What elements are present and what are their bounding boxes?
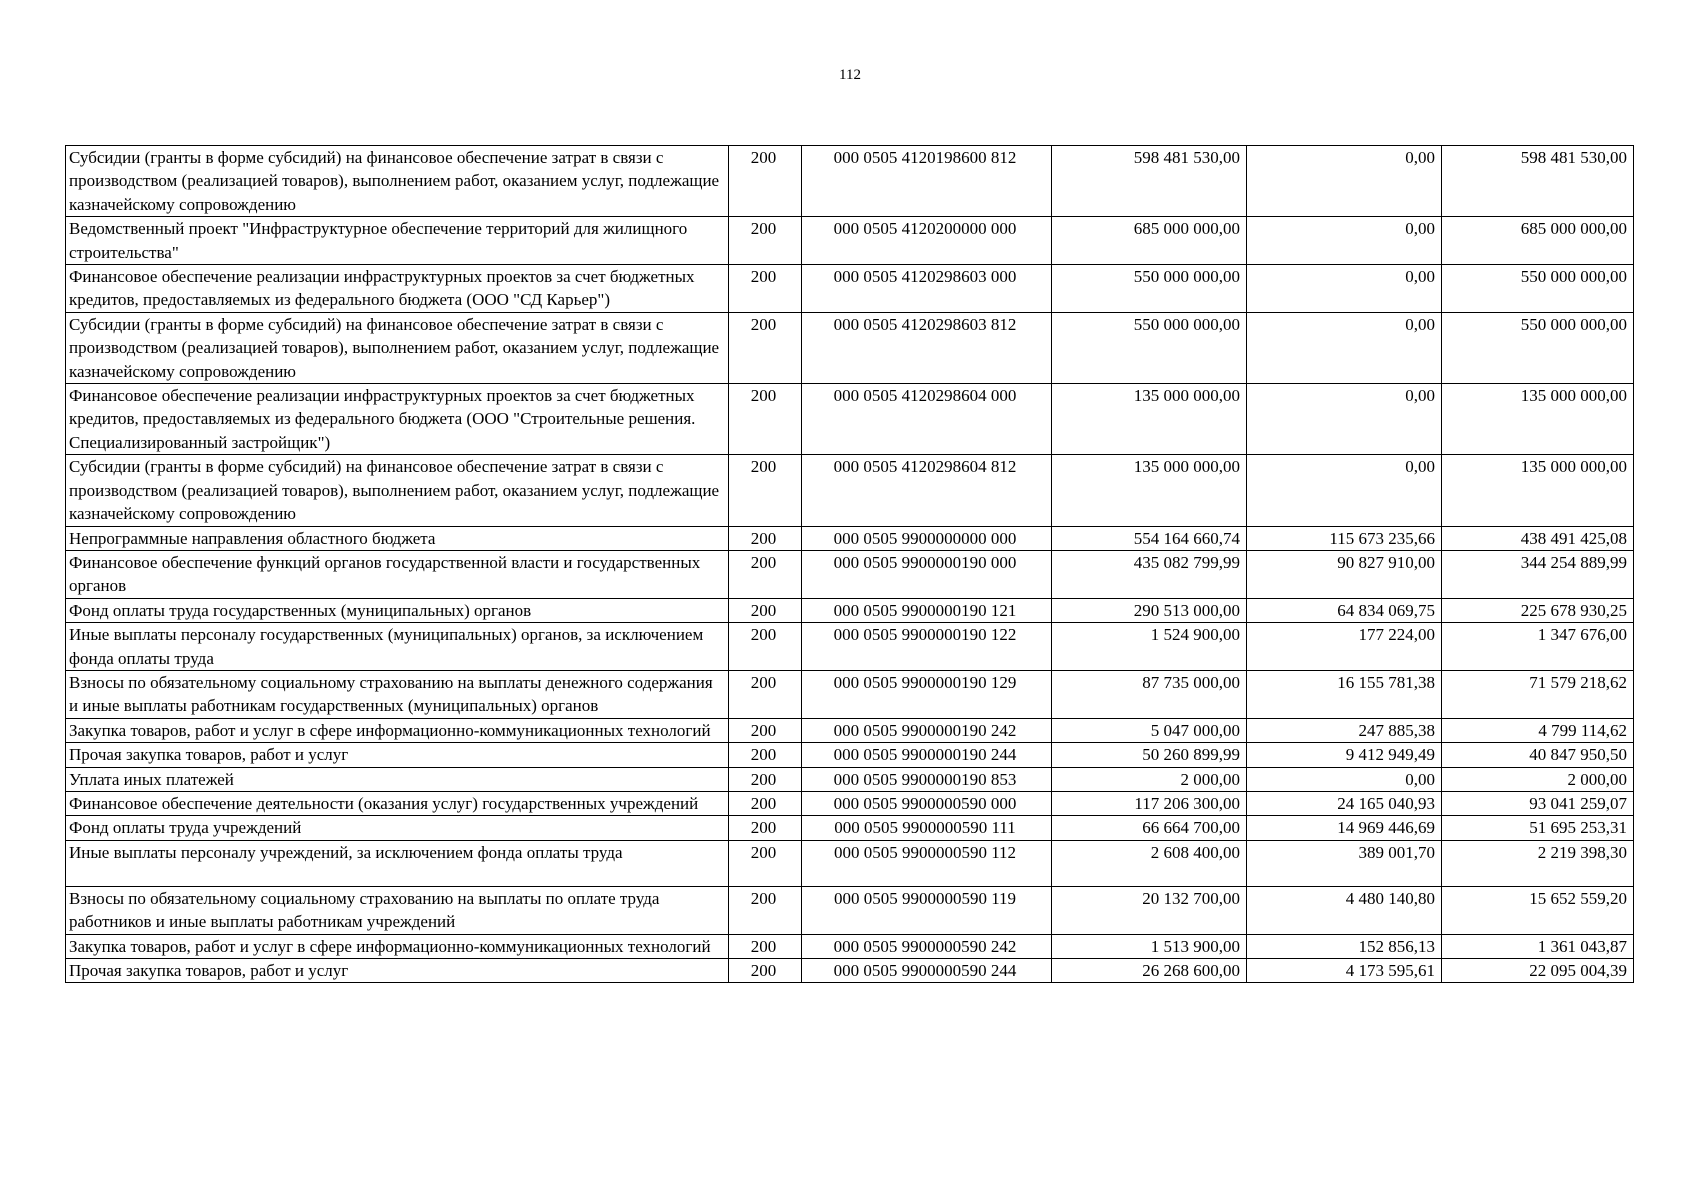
row-approved-amount: 20 132 700,00: [1052, 886, 1247, 934]
row-executed-amount: 16 155 781,38: [1247, 670, 1442, 718]
page-number: 112: [839, 67, 861, 83]
table-row: [66, 791, 1634, 815]
row-executed-amount: 0,00: [1247, 265, 1442, 313]
row-budget-classification-code: 000 0505 9900000590 112: [802, 840, 1052, 886]
row-name: Иные выплаты персоналу государственных (муниципальных) органов, за исключением фонда оплаты труда: [66, 623, 729, 671]
row-executed-amount: 177 224,00: [1247, 623, 1442, 671]
table-row: [66, 886, 1634, 934]
row-executed-amount: 4 173 595,61: [1247, 959, 1442, 983]
row-line-code: 200: [729, 526, 802, 550]
table-row: [66, 312, 1634, 383]
row-remaining-amount: 685 000 000,00: [1442, 217, 1634, 265]
row-remaining-amount: 550 000 000,00: [1442, 312, 1634, 383]
row-line-code: 200: [729, 550, 802, 598]
row-executed-amount: 24 165 040,93: [1247, 791, 1442, 815]
row-budget-classification-code: 000 0505 9900000190 242: [802, 718, 1052, 742]
row-remaining-amount: 71 579 218,62: [1442, 670, 1634, 718]
row-budget-classification-code: 000 0505 9900000000 000: [802, 526, 1052, 550]
row-line-code: 200: [729, 934, 802, 958]
row-line-code: 200: [729, 767, 802, 791]
budget-table-body: [66, 146, 1634, 983]
row-remaining-amount: 225 678 930,25: [1442, 598, 1634, 622]
row-budget-classification-code: 000 0505 4120198600 812: [802, 146, 1052, 217]
row-remaining-amount: 344 254 889,99: [1442, 550, 1634, 598]
row-remaining-amount: 93 041 259,07: [1442, 791, 1634, 815]
row-name: Субсидии (гранты в форме субсидий) на финансовое обеспечение затрат в связи с производством (реализацией товаров), выполнением работ, оказанием услуг, подлежащие казначейскому сопровождению: [66, 146, 729, 217]
row-budget-classification-code: 000 0505 9900000590 242: [802, 934, 1052, 958]
row-line-code: 200: [729, 840, 802, 886]
row-budget-classification-code: 000 0505 4120298604 812: [802, 455, 1052, 526]
table-row: [66, 767, 1634, 791]
row-line-code: 200: [729, 598, 802, 622]
row-remaining-amount: 438 491 425,08: [1442, 526, 1634, 550]
row-executed-amount: 247 885,38: [1247, 718, 1442, 742]
row-executed-amount: 115 673 235,66: [1247, 526, 1442, 550]
row-remaining-amount: 598 481 530,00: [1442, 146, 1634, 217]
row-name: Уплата иных платежей: [66, 767, 729, 791]
row-approved-amount: 290 513 000,00: [1052, 598, 1247, 622]
row-line-code: 200: [729, 312, 802, 383]
row-name: Финансовое обеспечение деятельности (оказания услуг) государственных учреждений: [66, 791, 729, 815]
row-executed-amount: 0,00: [1247, 384, 1442, 455]
row-approved-amount: 1 524 900,00: [1052, 623, 1247, 671]
row-line-code: 200: [729, 791, 802, 815]
table-row: [66, 718, 1634, 742]
row-executed-amount: 0,00: [1247, 455, 1442, 526]
row-budget-classification-code: 000 0505 9900000190 121: [802, 598, 1052, 622]
row-approved-amount: 435 082 799,99: [1052, 550, 1247, 598]
row-line-code: 200: [729, 718, 802, 742]
row-executed-amount: 4 480 140,80: [1247, 886, 1442, 934]
row-approved-amount: 550 000 000,00: [1052, 265, 1247, 313]
row-approved-amount: 2 000,00: [1052, 767, 1247, 791]
table-row: [66, 217, 1634, 265]
row-remaining-amount: 22 095 004,39: [1442, 959, 1634, 983]
row-remaining-amount: 15 652 559,20: [1442, 886, 1634, 934]
row-budget-classification-code: 000 0505 9900000190 122: [802, 623, 1052, 671]
table-row: [66, 816, 1634, 840]
row-executed-amount: 0,00: [1247, 312, 1442, 383]
row-budget-classification-code: 000 0505 4120298603 812: [802, 312, 1052, 383]
row-approved-amount: 2 608 400,00: [1052, 840, 1247, 886]
row-name: Финансовое обеспечение функций органов государственной власти и государственных органов: [66, 550, 729, 598]
row-line-code: 200: [729, 959, 802, 983]
row-approved-amount: 117 206 300,00: [1052, 791, 1247, 815]
row-name: Взносы по обязательному социальному страхованию на выплаты по оплате труда работников и иные выплаты работникам учреждений: [66, 886, 729, 934]
row-remaining-amount: 2 000,00: [1442, 767, 1634, 791]
row-name: Субсидии (гранты в форме субсидий) на финансовое обеспечение затрат в связи с производством (реализацией товаров), выполнением работ, оказанием услуг, подлежащие казначейскому сопровождению: [66, 312, 729, 383]
table-row: [66, 455, 1634, 526]
table-row: [66, 934, 1634, 958]
row-executed-amount: 90 827 910,00: [1247, 550, 1442, 598]
row-remaining-amount: 51 695 253,31: [1442, 816, 1634, 840]
row-remaining-amount: 4 799 114,62: [1442, 718, 1634, 742]
row-name: Прочая закупка товаров, работ и услуг: [66, 959, 729, 983]
table-row: [66, 743, 1634, 767]
row-line-code: 200: [729, 886, 802, 934]
row-approved-amount: 26 268 600,00: [1052, 959, 1247, 983]
row-executed-amount: 0,00: [1247, 217, 1442, 265]
row-budget-classification-code: 000 0505 4120298603 000: [802, 265, 1052, 313]
row-executed-amount: 389 001,70: [1247, 840, 1442, 886]
table-row: [66, 670, 1634, 718]
row-name: Фонд оплаты труда государственных (муниципальных) органов: [66, 598, 729, 622]
row-line-code: 200: [729, 265, 802, 313]
row-approved-amount: 1 513 900,00: [1052, 934, 1247, 958]
row-remaining-amount: 1 361 043,87: [1442, 934, 1634, 958]
row-name: Ведомственный проект "Инфраструктурное обеспечение территорий для жилищного строительства": [66, 217, 729, 265]
row-name: Закупка товаров, работ и услуг в сфере информационно-коммуникационных технологий: [66, 718, 729, 742]
table-row: [66, 550, 1634, 598]
row-line-code: 200: [729, 455, 802, 526]
row-budget-classification-code: 000 0505 9900000190 244: [802, 743, 1052, 767]
row-budget-classification-code: 000 0505 9900000590 244: [802, 959, 1052, 983]
row-remaining-amount: 2 219 398,30: [1442, 840, 1634, 886]
table-row: [66, 265, 1634, 313]
row-approved-amount: 550 000 000,00: [1052, 312, 1247, 383]
table-row: [66, 384, 1634, 455]
row-budget-classification-code: 000 0505 9900000190 853: [802, 767, 1052, 791]
row-name: Непрограммные направления областного бюджета: [66, 526, 729, 550]
row-name: Субсидии (гранты в форме субсидий) на финансовое обеспечение затрат в связи с производством (реализацией товаров), выполнением работ, оказанием услуг, подлежащие казначейскому сопровождению: [66, 455, 729, 526]
table-row: [66, 959, 1634, 983]
row-budget-classification-code: 000 0505 9900000190 129: [802, 670, 1052, 718]
row-approved-amount: 554 164 660,74: [1052, 526, 1247, 550]
row-remaining-amount: 1 347 676,00: [1442, 623, 1634, 671]
row-name: Финансовое обеспечение реализации инфраструктурных проектов за счет бюджетных кредитов, предоставляемых из федерального бюджета (ООО "Строительные решения. Специализированный застройщик"): [66, 384, 729, 455]
row-approved-amount: 5 047 000,00: [1052, 718, 1247, 742]
row-line-code: 200: [729, 670, 802, 718]
row-budget-classification-code: 000 0505 9900000190 000: [802, 550, 1052, 598]
budget-table: [65, 145, 1634, 983]
row-remaining-amount: 550 000 000,00: [1442, 265, 1634, 313]
row-line-code: 200: [729, 217, 802, 265]
row-remaining-amount: 135 000 000,00: [1442, 384, 1634, 455]
row-approved-amount: 135 000 000,00: [1052, 455, 1247, 526]
row-line-code: 200: [729, 743, 802, 767]
row-budget-classification-code: 000 0505 9900000590 111: [802, 816, 1052, 840]
row-executed-amount: 14 969 446,69: [1247, 816, 1442, 840]
row-approved-amount: 598 481 530,00: [1052, 146, 1247, 217]
row-approved-amount: 135 000 000,00: [1052, 384, 1247, 455]
row-line-code: 200: [729, 384, 802, 455]
row-remaining-amount: 40 847 950,50: [1442, 743, 1634, 767]
table-row: [66, 623, 1634, 671]
row-executed-amount: 64 834 069,75: [1247, 598, 1442, 622]
row-executed-amount: 0,00: [1247, 146, 1442, 217]
table-row: [66, 598, 1634, 622]
row-executed-amount: 0,00: [1247, 767, 1442, 791]
row-approved-amount: 50 260 899,99: [1052, 743, 1247, 767]
row-name: Фонд оплаты труда учреждений: [66, 816, 729, 840]
row-budget-classification-code: 000 0505 4120200000 000: [802, 217, 1052, 265]
row-name: Закупка товаров, работ и услуг в сфере информационно-коммуникационных технологий: [66, 934, 729, 958]
row-line-code: 200: [729, 623, 802, 671]
row-executed-amount: 152 856,13: [1247, 934, 1442, 958]
row-budget-classification-code: 000 0505 9900000590 119: [802, 886, 1052, 934]
row-approved-amount: 66 664 700,00: [1052, 816, 1247, 840]
row-line-code: 200: [729, 816, 802, 840]
row-approved-amount: 87 735 000,00: [1052, 670, 1247, 718]
row-executed-amount: 9 412 949,49: [1247, 743, 1442, 767]
row-approved-amount: 685 000 000,00: [1052, 217, 1247, 265]
row-line-code: 200: [729, 146, 802, 217]
table-row: [66, 526, 1634, 550]
row-name: Финансовое обеспечение реализации инфраструктурных проектов за счет бюджетных кредитов, предоставляемых из федерального бюджета (ООО "СД Карьер"): [66, 265, 729, 313]
row-name: Иные выплаты персоналу учреждений, за исключением фонда оплаты труда: [66, 840, 729, 886]
row-budget-classification-code: 000 0505 4120298604 000: [802, 384, 1052, 455]
row-budget-classification-code: 000 0505 9900000590 000: [802, 791, 1052, 815]
table-row: [66, 146, 1634, 217]
row-name: Взносы по обязательному социальному страхованию на выплаты денежного содержания и иные выплаты работникам государственных (муниципальных) органов: [66, 670, 729, 718]
row-remaining-amount: 135 000 000,00: [1442, 455, 1634, 526]
table-row: [66, 840, 1634, 886]
row-name: Прочая закупка товаров, работ и услуг: [66, 743, 729, 767]
